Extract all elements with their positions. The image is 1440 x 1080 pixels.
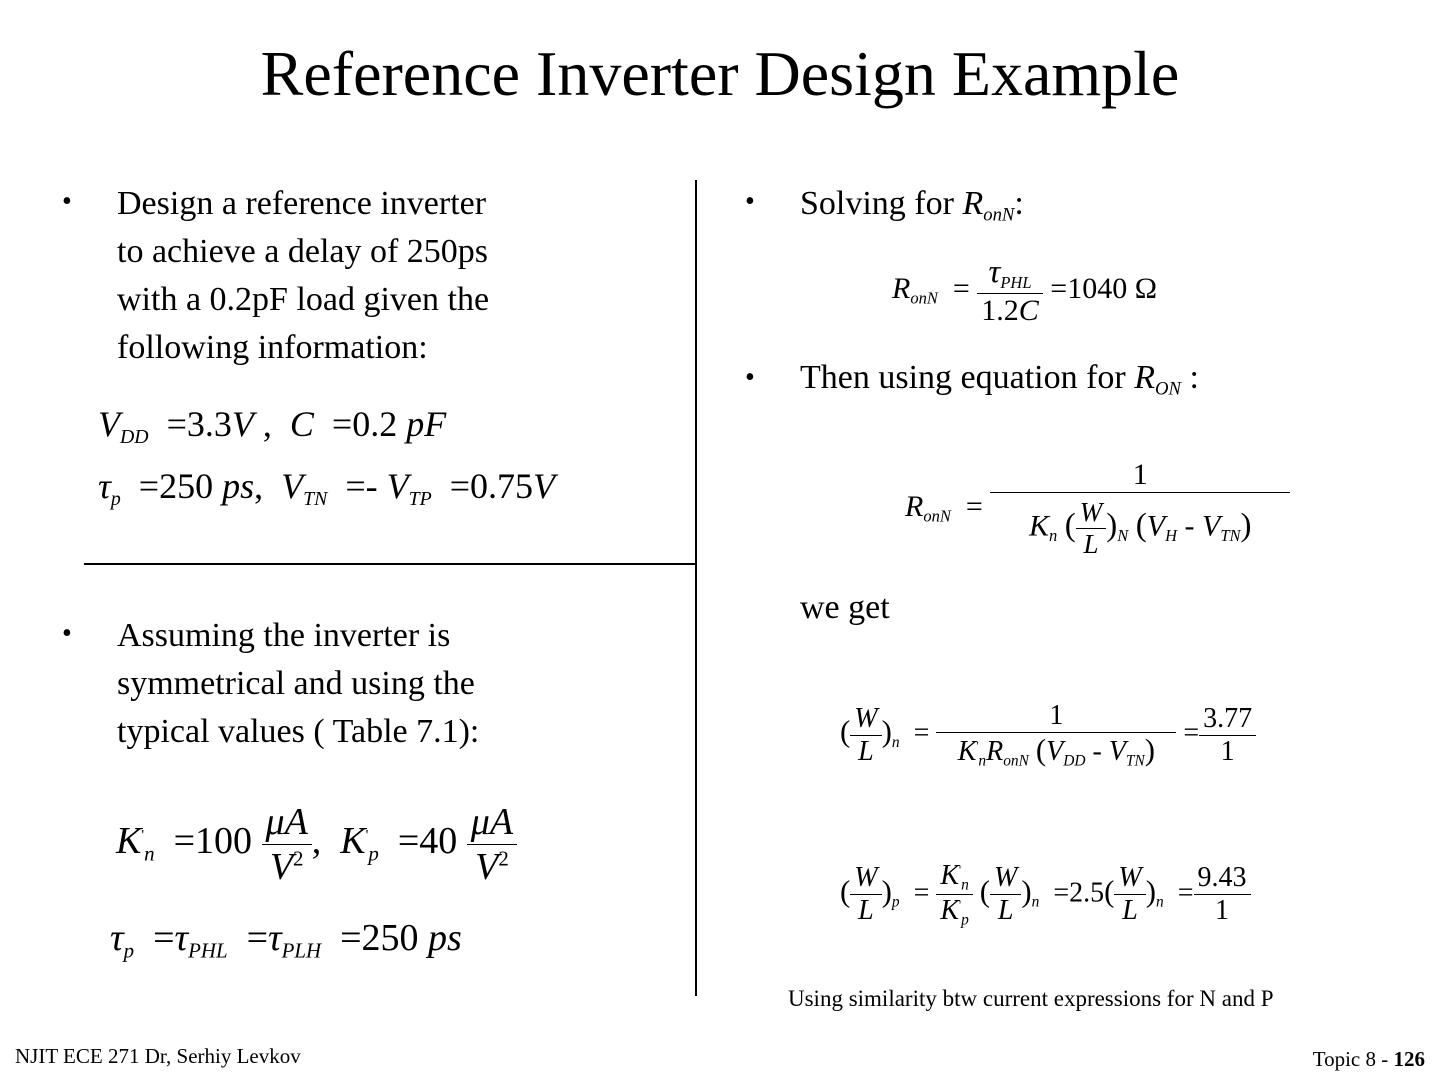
- text-line: Assuming the inverter is: [117, 617, 451, 654]
- text-line: to achieve a delay of 250ps: [117, 233, 489, 270]
- footer-page: [1313, 1047, 1425, 1072]
- similarity-note: Using similarity btw current expressions for N and P: [788, 986, 1274, 1011]
- footer-credit: NJIT ECE 271 Dr, Serhiy Levkov: [15, 1044, 301, 1068]
- subscript: ON: [1155, 378, 1182, 400]
- text-fragment: Then using equation for: [800, 359, 1135, 396]
- equation-wl-n: ( $\frac{W}{L}$ )$_n$ = $\frac{1}{K'_nR_{onN} (V_{DD} - V_{TN})}$ = $\frac{3.77}{1}$: [840, 700, 1256, 770]
- bullet-solving-text: [800, 180, 1024, 240]
- text-fragment: :: [1014, 185, 1024, 222]
- page-number: 126: [1393, 1047, 1425, 1071]
- bullet-marker: •: [62, 186, 72, 217]
- column-divider: [695, 180, 697, 996]
- text-fragment: :: [1181, 359, 1199, 396]
- ratio-coefficient: =2.5: [1053, 877, 1105, 909]
- bullet-design-text: [117, 180, 677, 372]
- wl-p-result: 9.43: [1197, 862, 1247, 894]
- footer-topic: Topic 8 -: [1312, 1047, 1394, 1071]
- text-line: symmetrical and using the: [117, 665, 475, 702]
- equation-ronn: $R_{onN}$ = $\frac{\tau_{PHL}}{1.2C}$ =1040 Ω: [892, 254, 1157, 327]
- text-fragment: Solving for: [800, 185, 963, 222]
- typical-equation-2: $\tau_p =\tau_{PHL} =\tau_{PLH} =250$ ps: [110, 917, 462, 963]
- text-line: Design a reference inverter: [117, 185, 487, 222]
- bullet-assuming-text: [117, 612, 677, 756]
- given-equation-1: $V_{DD} =3.3V$ , C =0.2 pF: [98, 404, 447, 448]
- bullet-marker: •: [62, 618, 72, 649]
- section-divider: [84, 563, 696, 565]
- bullet-marker: •: [745, 186, 755, 217]
- variable: R: [1134, 359, 1156, 396]
- wl-n-result: 3.77: [1203, 702, 1253, 734]
- equation-ron-general: $R_{onN}$ = 1 $K_n$ ( $\frac{W}{L}$ )$_N$ $(V_H - V_{TN})$: [905, 458, 1290, 560]
- subscript: onN: [983, 204, 1015, 226]
- typical-equation-1: $K'_n =100$ $\frac{\mu A}{V^2}$ , $K'_p =40$ $\frac{\mu A}{V^2}$: [116, 800, 517, 889]
- bullet-marker: •: [745, 362, 755, 393]
- bullet-then-text: [800, 354, 1199, 414]
- text-line: following information:: [117, 329, 428, 366]
- ronn-value: =1040 Ω: [1050, 271, 1157, 305]
- variable: R: [962, 185, 984, 222]
- we-get-text: we get: [800, 589, 890, 626]
- equation-wl-p: ( $\frac{W}{L}$ )$_p$ = $\frac{K'_n}{K'_p}$ ( $\frac{W}{L}$ )$_n =2.5$( $\frac{W}{L}$ )$_n$ = $\frac{9.43}{1}$: [840, 860, 1251, 930]
- page-title: Reference Inverter Design Example: [260, 38, 1180, 109]
- text-line: typical values ( Table 7.1):: [117, 713, 480, 750]
- text-line: with a 0.2pF load given the: [117, 281, 490, 318]
- given-equation-2: $\tau_p =250$ ps, $V_{TN} =- V_{TP} =0.75V$: [98, 466, 556, 510]
